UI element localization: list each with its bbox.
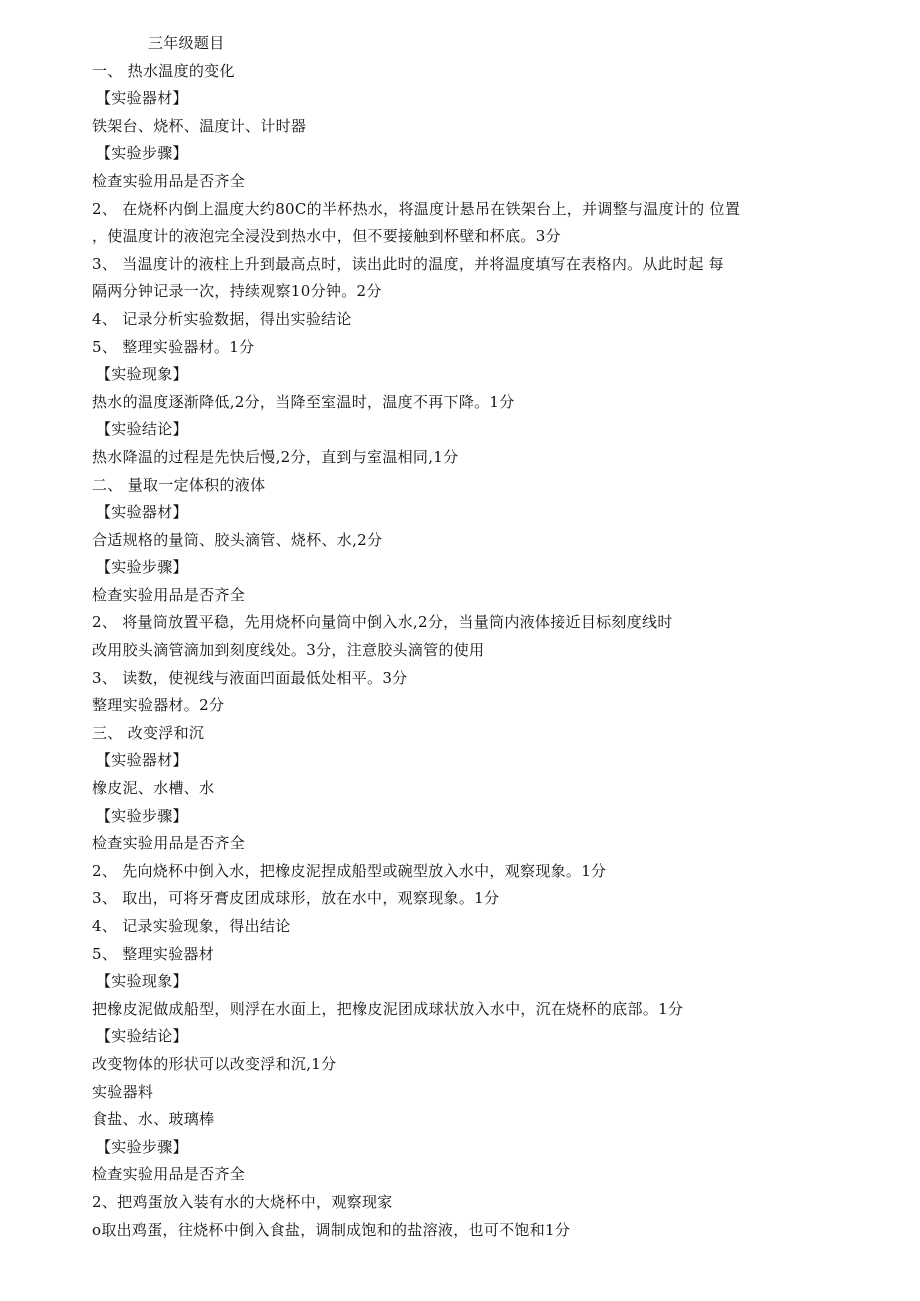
subsection-label: 【实验现象】 (96, 365, 188, 384)
subsection-label: 【实验现象】 (96, 972, 188, 991)
text-line: 4、 记录实验现象，得出结论 (92, 917, 291, 935)
text-line: 2、把鸡蛋放入装有水的大烧杯中，观察现家 (92, 1192, 393, 1211)
subsection-label: 【实验步骤】 (96, 144, 188, 163)
subsection-label: 【实验结论】 (96, 420, 188, 439)
text-line: 橡皮泥、水槽、水 (92, 779, 215, 798)
subsection-label: 【实验器材】 (96, 503, 188, 522)
text-line: 2、 将量筒放置平稳，先用烧杯向量筒中倒入水,2分，当量筒内液体接近目标刻度线时 (92, 613, 673, 632)
document-title: 三年级题目 (148, 34, 225, 52)
text-line: 检查实验用品是否齐全 (92, 585, 246, 604)
text-line: 热水降温的过程是先快后慢,2分，直到与室温相同,1分 (92, 447, 459, 466)
text-line: 合适规格的量筒、胶头滴管、烧杯、水,2分 (92, 530, 383, 549)
text-line: 3、 取出，可将牙膏皮团成球形，放在水中，观察现象。1分 (92, 889, 500, 908)
text-line: 4、 记录分析实验数据，得出实验结论 (92, 309, 352, 328)
text-line: ，使温度计的液泡完全浸没到热水中，但不要接触到杯壁和杯底。3分 (92, 227, 561, 246)
section-heading: 一、 热水温度的变化 (92, 61, 235, 80)
text-line: 5、 整理实验器材 (92, 944, 215, 963)
text-line: 2、 在烧杯内倒上温度大约80C的半杯热水，将温度计悬吊在铁架台上，并调整与温度计的 位置 (92, 199, 741, 218)
text-line: 3、 读数，使视线与液面凹面最低处相平。3分 (92, 668, 408, 687)
text-line: 整理实验器材。2分 (92, 696, 225, 715)
text-line: 实验器料 (92, 1082, 154, 1101)
text-line: 隔两分钟记录一次，持续观察10分钟。2分 (92, 282, 382, 301)
document-page (0, 30, 920, 1244)
section-heading: 二、 量取一定体积的液体 (92, 475, 266, 494)
text-line: 3、 当温度计的液柱上升到最高点时，读出此时的温度，并将温度填写在表格内。从此时起 每 (92, 254, 724, 273)
subsection-label: 【实验结论】 (96, 1027, 188, 1046)
text-line: 改变物体的形状可以改变浮和沉,1分 (92, 1054, 337, 1073)
subsection-label: 【实验步骤】 (96, 806, 188, 825)
text-line: 热水的温度逐渐降低,2分，当降至室温时，温度不再下降。1分 (92, 392, 515, 411)
text-line: o取出鸡蛋，往烧杯中倒入食盐，调制成饱和的盐溶液，也可不饱和1分 (92, 1220, 571, 1239)
text-line: 把橡皮泥做成船型，则浮在水面上，把橡皮泥团成球状放入水中，沉在烧杯的底部。1分 (92, 999, 684, 1018)
text-line: 铁架台、烧杯、温度计、计时器 (92, 116, 307, 135)
text-line: 检查实验用品是否齐全 (92, 834, 246, 853)
text-line: 2、 先向烧杯中倒入水，把橡皮泥捏成船型或碗型放入水中，观察现象。1分 (92, 861, 607, 880)
subsection-label: 【实验器材】 (96, 751, 188, 770)
text-line: 食盐、水、玻璃棒 (92, 1110, 215, 1129)
text-line: 检查实验用品是否齐全 (92, 1165, 246, 1184)
text-line: 改用胶头滴管滴加到刻度线处。3分，注意胶头滴管的使用 (92, 641, 485, 660)
subsection-label: 【实验步骤】 (96, 558, 188, 577)
section-heading: 三、 改变浮和沉 (92, 723, 205, 742)
text-line: 检查实验用品是否齐全 (92, 171, 246, 190)
subsection-label: 【实验器材】 (96, 89, 188, 108)
text-line: 5、 整理实验器材。1分 (92, 337, 255, 356)
subsection-label: 【实验步骤】 (96, 1137, 188, 1156)
